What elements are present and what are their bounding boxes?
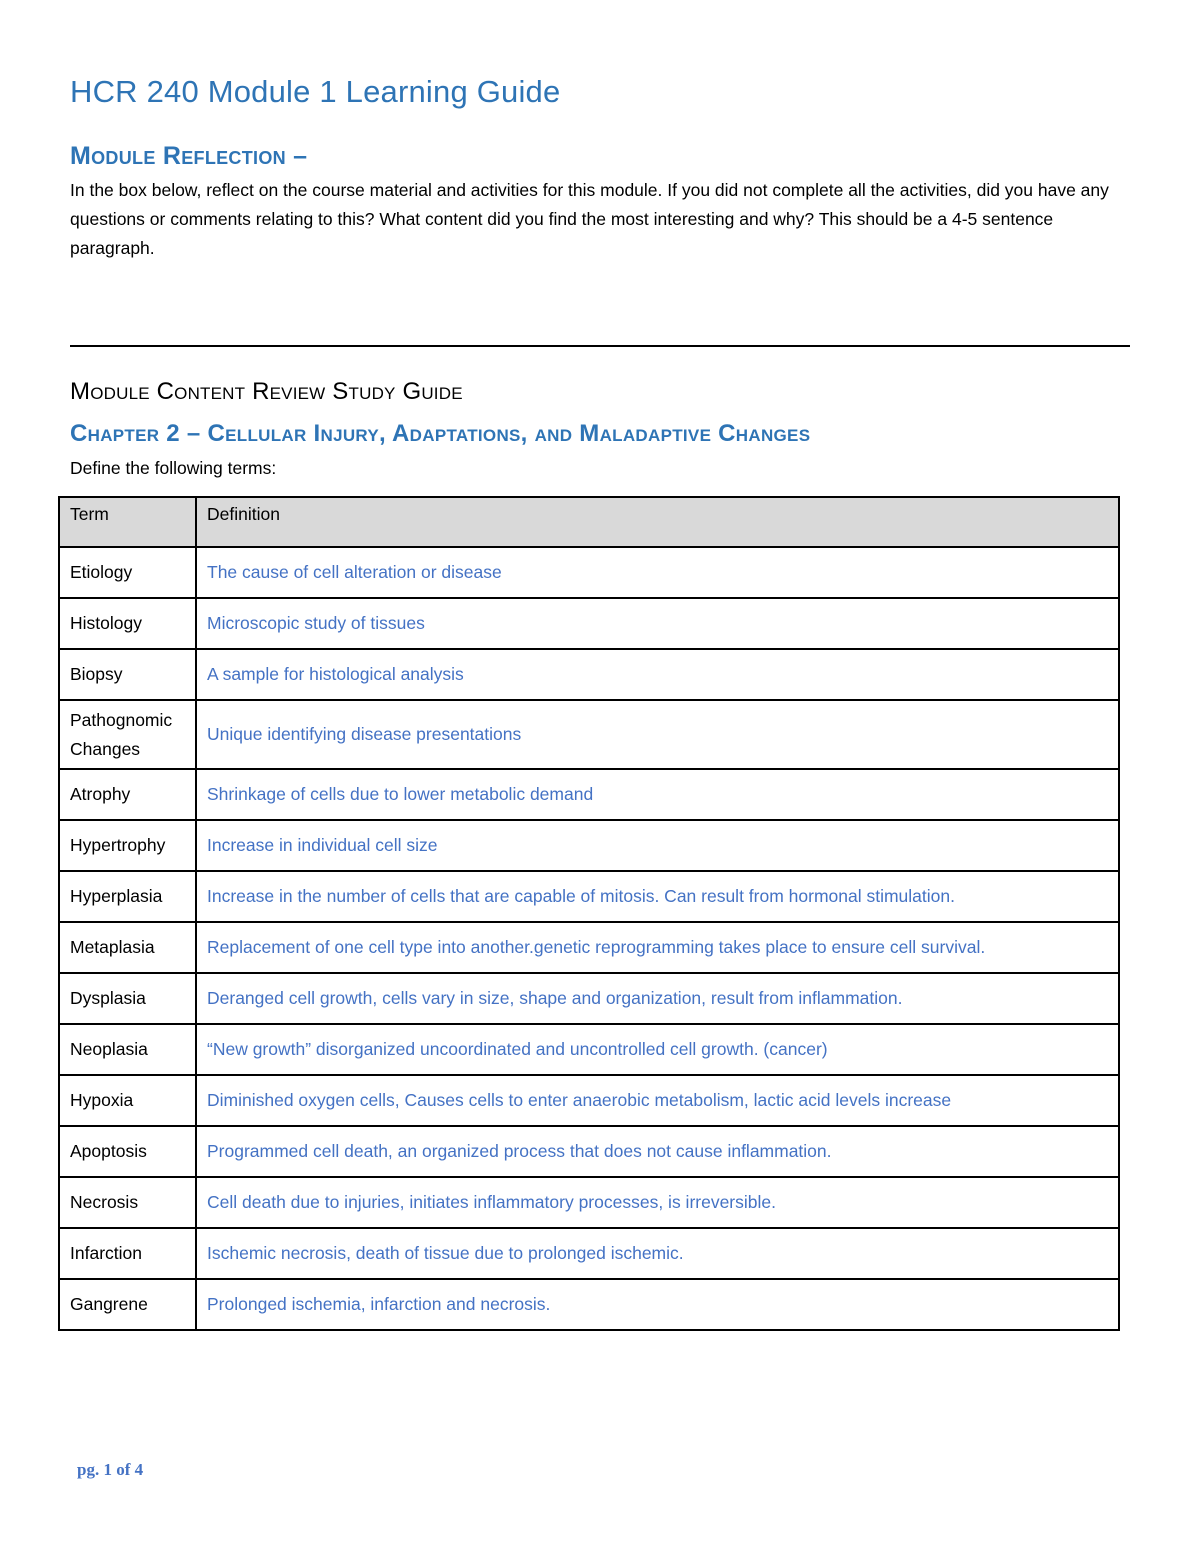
table-row: [59, 598, 1119, 649]
term-cell: Gangrene: [59, 1279, 196, 1330]
section-divider: [70, 345, 1130, 347]
term-cell: Apoptosis: [59, 1126, 196, 1177]
term-cell: Biopsy: [59, 649, 196, 700]
term-cell: Neoplasia: [59, 1024, 196, 1075]
term-cell: Atrophy: [59, 769, 196, 820]
definition-cell[interactable]: Deranged cell growth, cells vary in size, shape and organization, result from inflammation.: [196, 973, 1119, 1024]
table-header-row: [59, 497, 1119, 547]
table-row: [59, 1126, 1119, 1177]
term-cell: Hypertrophy: [59, 820, 196, 871]
definition-cell[interactable]: A sample for histological analysis: [196, 649, 1119, 700]
table-row: [59, 922, 1119, 973]
term-cell: Metaplasia: [59, 922, 196, 973]
definition-cell[interactable]: Replacement of one cell type into another.genetic reprogramming takes place to ensure cell survival.: [196, 922, 1119, 973]
table-row: [59, 547, 1119, 598]
definition-cell[interactable]: The cause of cell alteration or disease: [196, 547, 1119, 598]
term-cell: Hypoxia: [59, 1075, 196, 1126]
table-row: [59, 1024, 1119, 1075]
table-row: [59, 1075, 1119, 1126]
table-row: [59, 700, 1119, 769]
definition-cell[interactable]: Programmed cell death, an organized process that does not cause inflammation.: [196, 1126, 1119, 1177]
table-row: [59, 769, 1119, 820]
document-title: HCR 240 Module 1 Learning Guide: [70, 74, 561, 109]
definition-cell[interactable]: Increase in individual cell size: [196, 820, 1119, 871]
table-row: [59, 1177, 1119, 1228]
study-guide-heading: Module Content Review Study Guide: [70, 378, 463, 405]
module-reflection-heading: Module Reflection –: [70, 142, 308, 170]
table-row: [59, 649, 1119, 700]
table-row: [59, 973, 1119, 1024]
term-cell: Pathognomic Changes: [59, 700, 196, 769]
definition-cell[interactable]: Microscopic study of tissues: [196, 598, 1119, 649]
term-cell: Infarction: [59, 1228, 196, 1279]
definition-cell[interactable]: Increase in the number of cells that are capable of mitosis. Can result from hormonal stimulation.: [196, 871, 1119, 922]
definition-cell[interactable]: Cell death due to injuries, initiates inflammatory processes, is irreversible.: [196, 1177, 1119, 1228]
table-row: [59, 1279, 1119, 1330]
table-row: [59, 1228, 1119, 1279]
definition-column-header: Definition: [196, 497, 1119, 547]
term-cell: Etiology: [59, 547, 196, 598]
page-number: pg. 1 of 4: [77, 1460, 144, 1479]
table-row: [59, 871, 1119, 922]
term-cell: Histology: [59, 598, 196, 649]
term-cell: Hyperplasia: [59, 871, 196, 922]
define-terms-instruction: Define the following terms:: [70, 458, 277, 478]
definition-cell[interactable]: Unique identifying disease presentations: [196, 700, 1119, 769]
definition-cell[interactable]: Shrinkage of cells due to lower metabolic demand: [196, 769, 1119, 820]
term-cell: Necrosis: [59, 1177, 196, 1228]
term-cell: Dysplasia: [59, 973, 196, 1024]
definition-cell[interactable]: Prolonged ischemia, infarction and necrosis.: [196, 1279, 1119, 1330]
chapter-heading: Chapter 2 – Cellular Injury, Adaptations, and Maladaptive Changes: [70, 420, 811, 447]
module-reflection-instructions: In the box below, reflect on the course material and activities for this module. If you did not complete all the activities, did you have any questions or comments relating to this? What content did you find the most interesting and why? This should be a 4-5 sentence paragraph.: [70, 180, 1109, 258]
definition-cell[interactable]: “New growth” disorganized uncoordinated and uncontrolled cell growth. (cancer): [196, 1024, 1119, 1075]
definition-cell[interactable]: Diminished oxygen cells, Causes cells to enter anaerobic metabolism, lactic acid levels increase: [196, 1075, 1119, 1126]
table-row: [59, 820, 1119, 871]
terms-table: [58, 496, 1120, 1331]
term-column-header: Term: [59, 497, 196, 547]
definition-cell[interactable]: Ischemic necrosis, death of tissue due to prolonged ischemic.: [196, 1228, 1119, 1279]
